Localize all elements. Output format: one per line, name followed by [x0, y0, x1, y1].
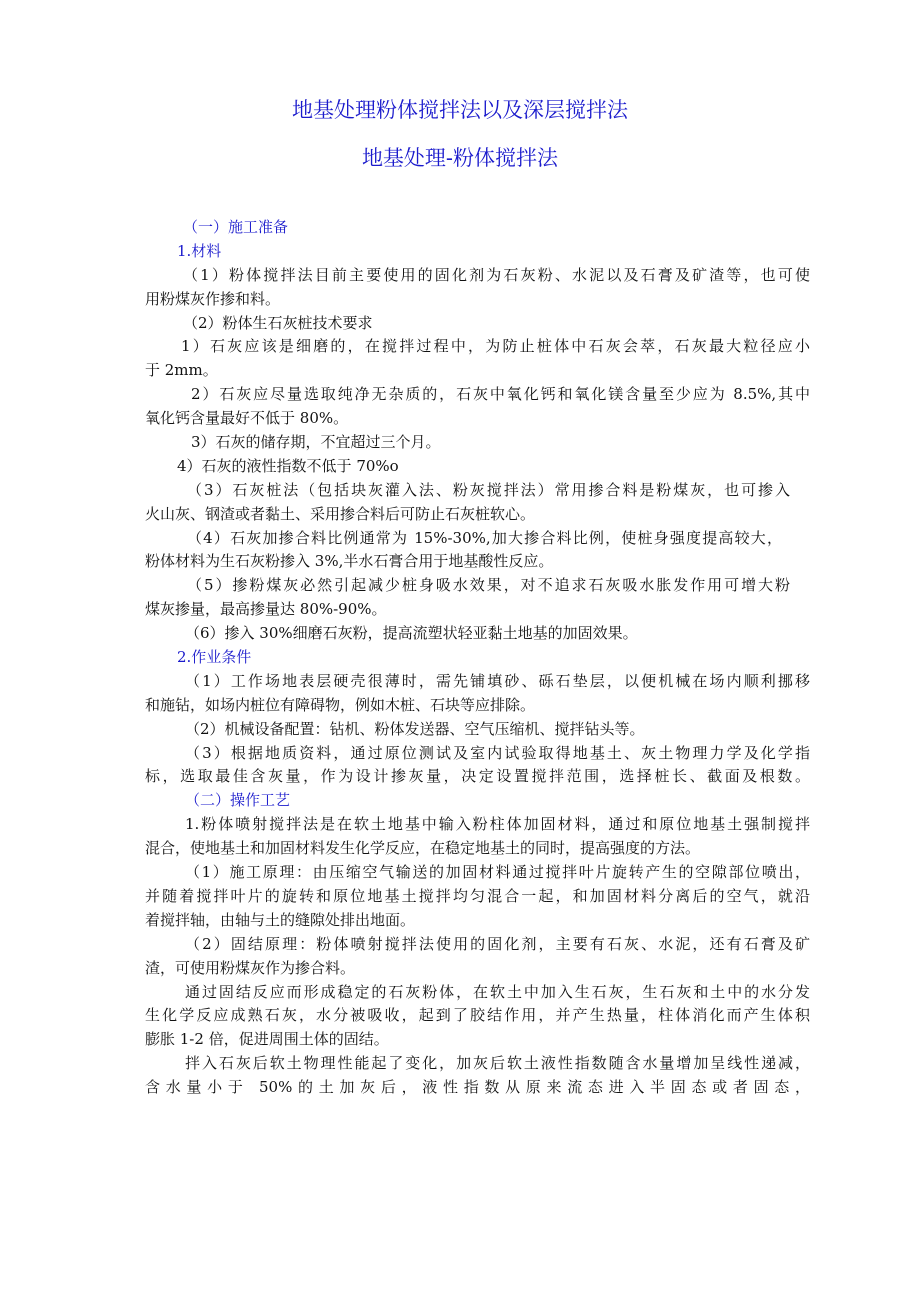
paragraph-line: 含水量小于 50%的土加灰后，液性指数从原来流态进入半固态或者固态，: [145, 1078, 810, 1097]
paragraph-line: 1）石灰应该是细磨的，在搅拌过程中，为防止桩体中石灰会萃，石灰最大粒径应小: [181, 337, 810, 356]
paragraph-line: 氧化钙含量最好不低于 80%。: [145, 409, 349, 428]
paragraph-line: （3）石灰桩法（包括块灰灌入法、粉灰搅拌法）常用掺合料是粉煤灰，也可掺入: [187, 480, 790, 499]
paragraph-line: 着搅拌轴，由轴与土的缝隙处排出地面。: [145, 910, 416, 929]
subheading-materials: 1.材料: [177, 241, 222, 260]
paragraph-line: 标，选取最佳含灰量，作为设计掺灰量，决定设置搅拌范围，选择桩长、截面及根数。: [145, 767, 810, 786]
paragraph-line: （1）施工原理：由压缩空气输送的加固材料通过搅拌叶片旋转产生的空隙部位喷出，: [185, 863, 810, 882]
paragraph-line: （3）根据地质资料，通过原位测试及室内试验取得地基土、灰土物理力学及化学指: [185, 743, 810, 762]
paragraph-line: 和施钻，如场内桩位有障碍物，例如木桩、石块等应排除。: [145, 695, 536, 714]
paragraph-line: （1）粉体搅拌法目前主要使用的固化剂为石灰粉、水泥以及石膏及矿渣等，也可使: [183, 265, 810, 284]
paragraph-line: （4）石灰加掺合料比例通常为 15%-30%,加大掺合料比例，使桩身强度提高较大，: [187, 528, 782, 547]
paragraph-line: 拌入石灰后软土物理性能起了变化，加灰后软土液性指数随含水量增加呈线性递减，: [185, 1054, 810, 1073]
paragraph-line: 粉体材料为生石灰粉掺入 3%,半水石膏合用于地基酸性反应。: [145, 552, 554, 571]
paragraph-line: 膨胀 1-2 倍，促进周围土体的固结。: [145, 1030, 389, 1049]
paragraph-line: 渣，可使用粉煤灰作为掺合料。: [145, 958, 356, 977]
paragraph-line: 4）石灰的液性指数不低于 70%o: [177, 456, 399, 475]
paragraph-line: 生化学反应成熟石灰，水分被吸收，起到了胶结作用，并产生热量，柱体消化而产生体积: [145, 1006, 810, 1025]
paragraph-line: （6）掺入 30%细磨石灰粉，提高流塑状轻亚黏土地基的加固效果。: [185, 624, 638, 643]
section-heading-preparation: （一）施工准备: [183, 218, 289, 236]
paragraph-line: 2）石灰应尽量选取纯净无杂质的，石灰中氧化钙和氧化镁含量至少应为 8.5%,其中: [191, 385, 810, 404]
paragraph-line: （1）工作场地表层硬壳很薄时，需先铺填砂、砾石垫层，以便机械在场内顺利挪移: [185, 671, 810, 690]
document-title: 地基处理粉体搅拌法以及深层搅拌法: [292, 98, 628, 122]
paragraph-line: 煤灰掺量，最高掺量达 80%-90%。: [145, 600, 387, 619]
paragraph-line: 1.粉体喷射搅拌法是在软土地基中输入粉柱体加固材料，通过和原位地基土强制搅拌: [185, 815, 810, 834]
paragraph-line: 混合，使地基土和加固材料发生化学反应，在稳定地基土的同时，提高强度的方法。: [145, 839, 701, 858]
document-body: [145, 216, 810, 1100]
paragraph-line: 火山灰、钢渣或者黏土、采用掺合料后可防止石灰桩软心。: [145, 504, 536, 523]
paragraph-line: （5）掺粉煤灰必然引起减少桩身吸水效果，对不追求石灰吸水胀发作用可增大粉: [187, 576, 790, 595]
paragraph-line: 3）石灰的储存期，不宜超过三个月。: [191, 433, 441, 452]
paragraph-line: 通过固结反应而形成稳定的石灰粉体，在软土中加入生石灰，生石灰和土中的水分发: [185, 982, 810, 1001]
paragraph-line: 用粉煤灰作掺和料。: [145, 289, 281, 308]
subheading-work-conditions: 2.作业条件: [177, 648, 252, 667]
paragraph-line: （2）机械设备配置：钻机、粉体发送器、空气压缩机、搅拌钻头等。: [185, 719, 645, 738]
paragraph-line: 于 2mm。: [145, 361, 218, 380]
section-heading-process: （二）操作工艺: [185, 791, 291, 810]
paragraph-line: （2）粉体生石灰桩技术要求: [183, 313, 373, 332]
paragraph-line: 并随着搅拌叶片的旋转和原位地基土搅拌均匀混合一起，和加固材料分离后的空气，就沿: [145, 886, 810, 905]
paragraph-line: （2）固结原理：粉体喷射搅拌法使用的固化剂，主要有石灰、水泥，还有石膏及矿: [185, 934, 810, 953]
document-subtitle: 地基处理-粉体搅拌法: [361, 146, 559, 170]
